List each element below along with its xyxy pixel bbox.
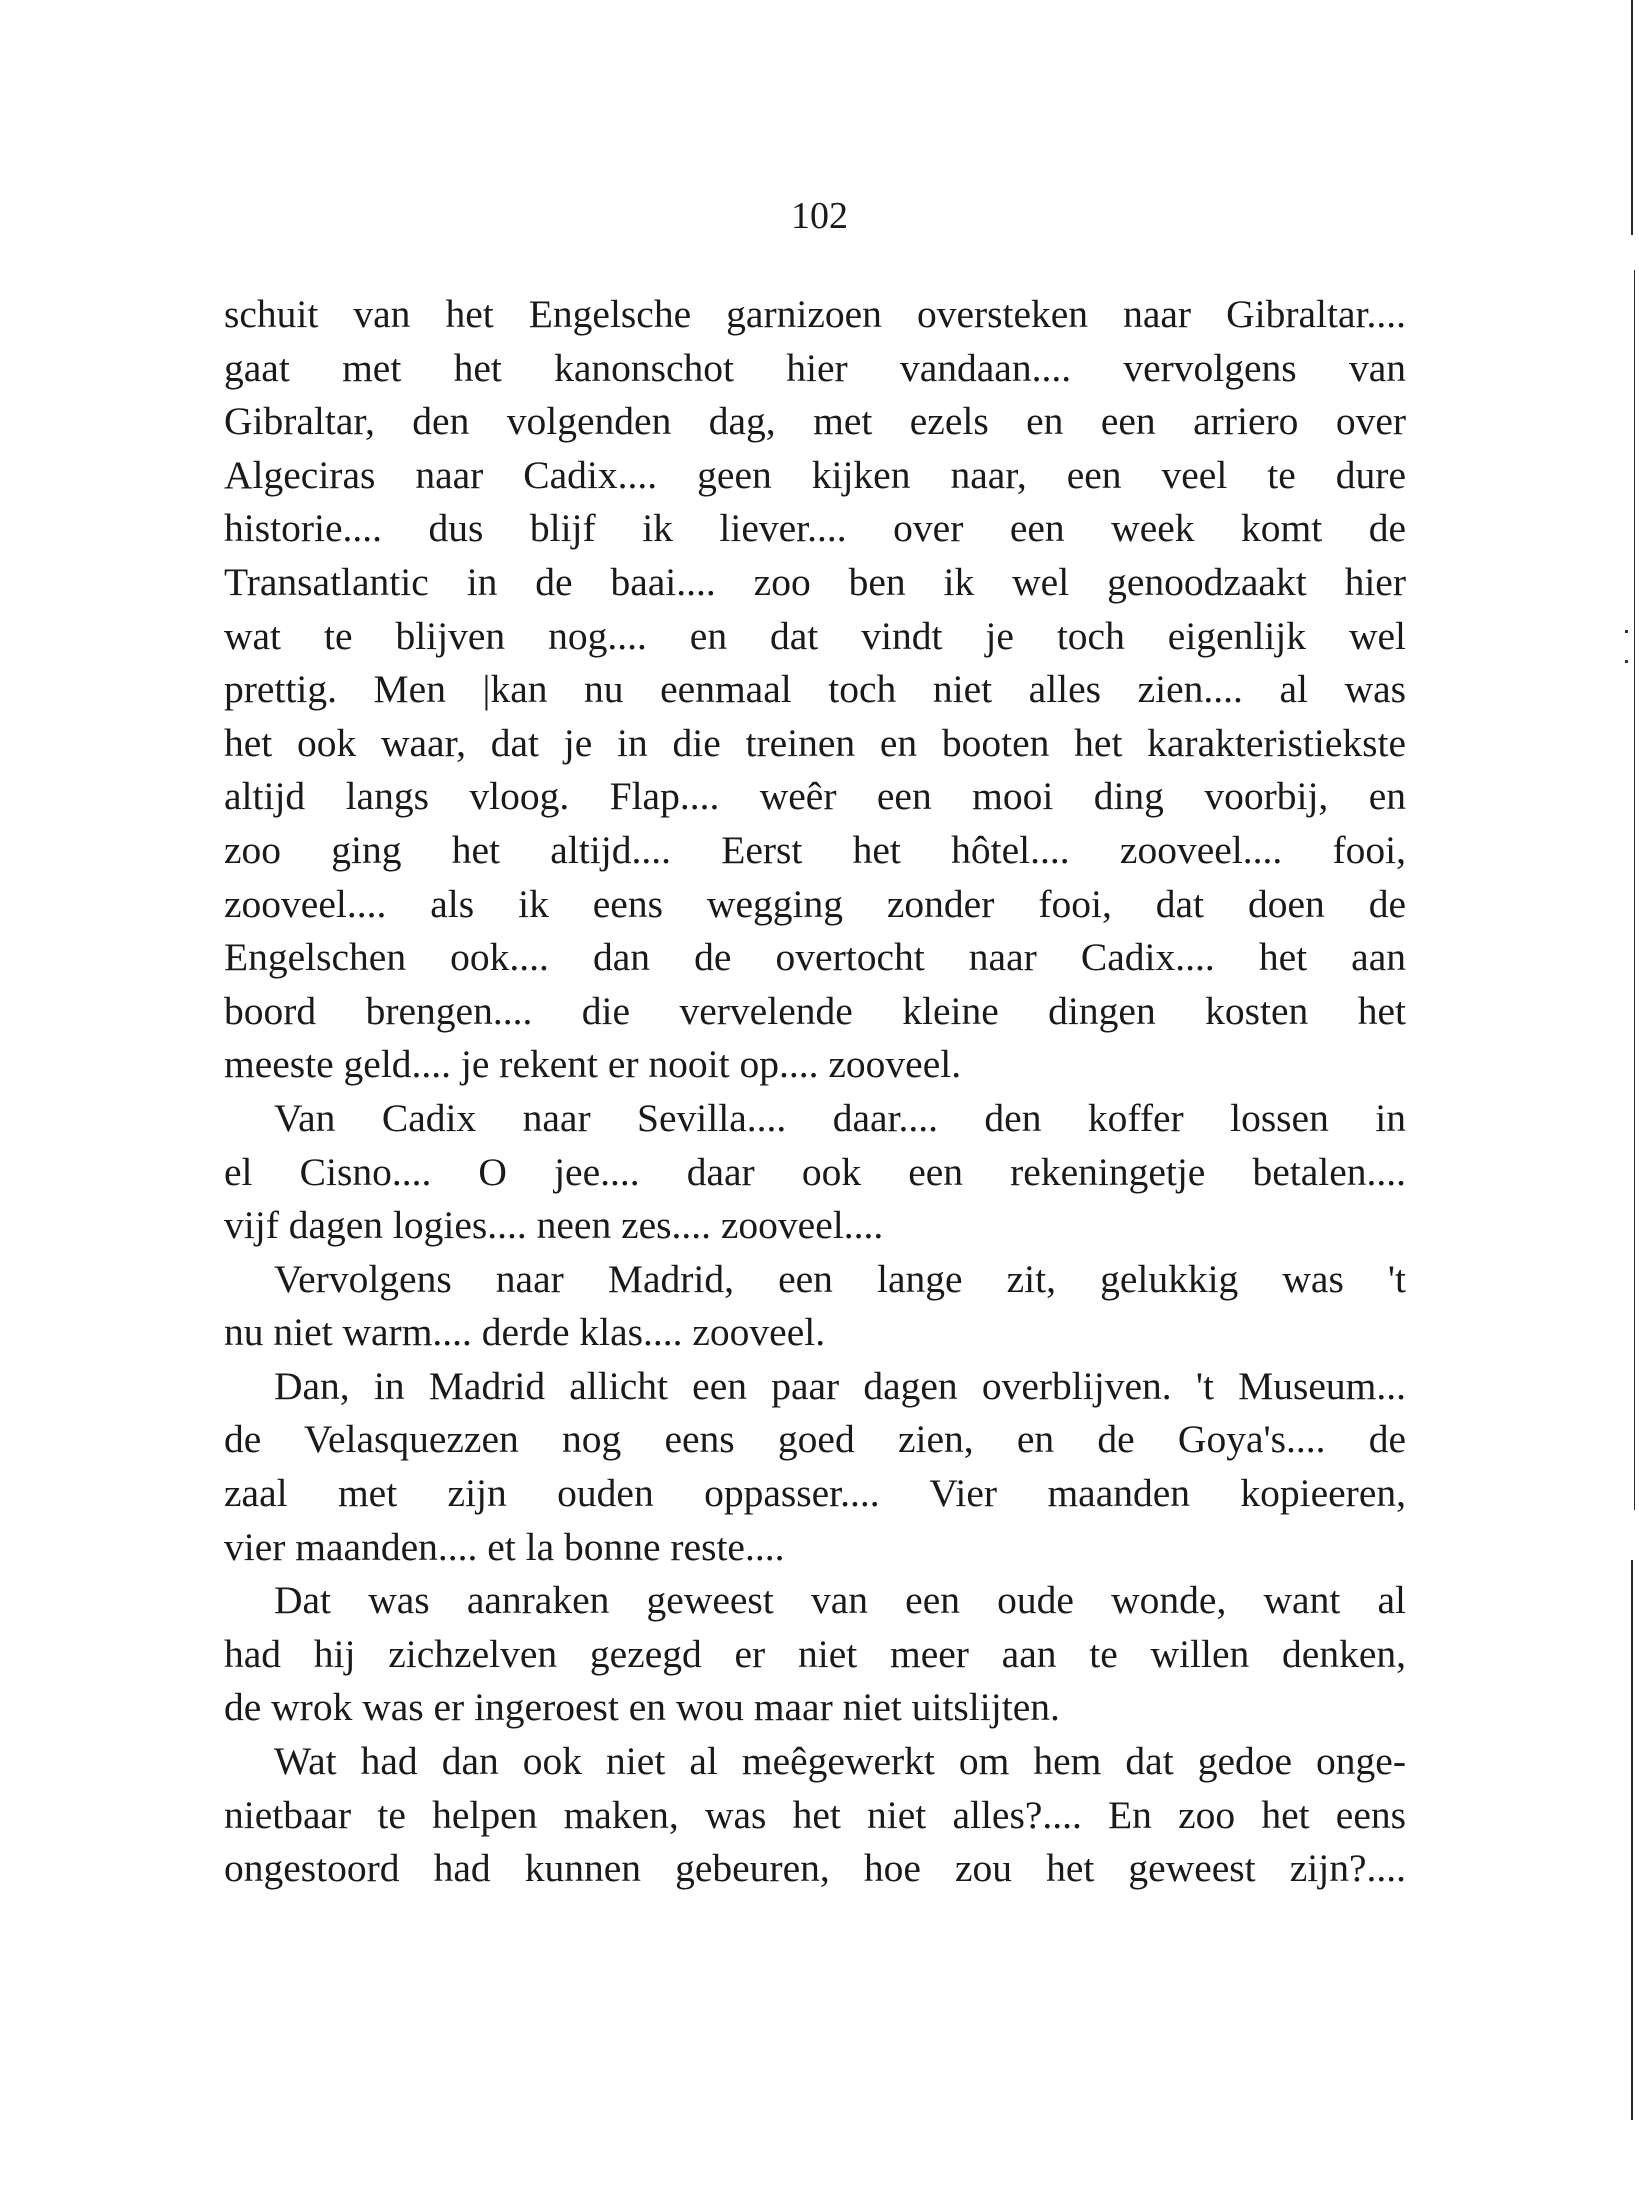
- text-line: Transatlantic in de baai.... zoo ben ik wel genoodzaakt hier: [224, 559, 1406, 604]
- page-number: 102: [791, 195, 848, 237]
- scan-speck: [1625, 630, 1628, 633]
- text-line: prettig. Men |kan nu eenmaal toch niet alles zien.... al was: [224, 667, 1406, 712]
- text-line: Vervolgens naar Madrid, een lange zit, gelukkig was 't: [274, 1256, 1406, 1301]
- text-line: zooveel.... als ik eens wegging zonder fooi, dat doen de: [224, 881, 1406, 926]
- scan-edge-rule-lower: [1631, 1560, 1633, 2120]
- text-line: schuit van het Engelsche garnizoen oversteken naar Gibraltar....: [224, 292, 1406, 336]
- text-line: Wat had dan ook niet al meêgewerkt om hem dat gedoe onge-: [274, 1739, 1406, 1784]
- scan-edge-rule-middle: [1634, 270, 1635, 1510]
- text-line: zaal met zijn ouden oppasser.... Vier maanden kopieeren,: [224, 1471, 1406, 1516]
- text-line: had hij zichzelven gezegd er niet meer aan te willen denken,: [224, 1631, 1406, 1676]
- text-line: Dat was aanraken geweest van een oude wonde, want al: [274, 1578, 1406, 1623]
- text-line: Gibraltar, den volgenden dag, met ezels en een arriero over: [224, 399, 1406, 444]
- text-line: ongestoord had kunnen gebeuren, hoe zou het geweest zijn?....: [224, 1846, 1406, 1891]
- text-line: historie.... dus blijf ik liever.... over een week komt de: [224, 506, 1406, 551]
- body-text: [224, 288, 1406, 1896]
- text-line: Dan, in Madrid allicht een paar dagen overblijven. 't Museum...: [274, 1363, 1406, 1408]
- text-line: nietbaar te helpen maken, was het niet alles?.... En zoo het eens: [224, 1792, 1406, 1837]
- text-line: vier maanden.... et la bonne reste....: [224, 1524, 785, 1569]
- text-line: vijf dagen logies.... neen zes.... zooveel....: [224, 1203, 884, 1248]
- text-line: de Velasquezzen nog eens goed zien, en de Goya's.... de: [224, 1417, 1406, 1462]
- text-line: gaat met het kanonschot hier vandaan.... vervolgens van: [224, 345, 1406, 390]
- text-line: altijd langs vloog. Flap.... weêr een mooi ding voorbij, en: [224, 774, 1406, 819]
- text-line: wat te blijven nog.... en dat vindt je toch eigenlijk wel: [224, 613, 1406, 658]
- scan-edge-rule-top: [1631, 0, 1633, 235]
- text-line: Algeciras naar Cadix.... geen kijken naar, een veel te dure: [224, 452, 1406, 497]
- text-line: nu niet warm.... derde klas.... zooveel.: [224, 1310, 826, 1355]
- text-line: het ook waar, dat je in die treinen en booten het karakteristiekste: [224, 720, 1406, 765]
- text-line: el Cisno.... O jee.... daar ook een rekeningetje betalen....: [224, 1149, 1406, 1194]
- text-line: boord brengen.... die vervelende kleine dingen kosten het: [224, 988, 1406, 1033]
- text-line: zoo ging het altijd.... Eerst het hôtel.... zooveel.... fooi,: [224, 827, 1406, 872]
- text-line: Engelschen ook.... dan de overtocht naar Cadix.... het aan: [224, 935, 1406, 980]
- text-line: Van Cadix naar Sevilla.... daar.... den koffer lossen in: [274, 1095, 1406, 1140]
- scan-speck: [1625, 660, 1628, 663]
- text-line: de wrok was er ingeroest en wou maar niet uitslijten.: [224, 1685, 1060, 1730]
- text-line: meeste geld.... je rekent er nooit op.... zooveel.: [224, 1042, 962, 1087]
